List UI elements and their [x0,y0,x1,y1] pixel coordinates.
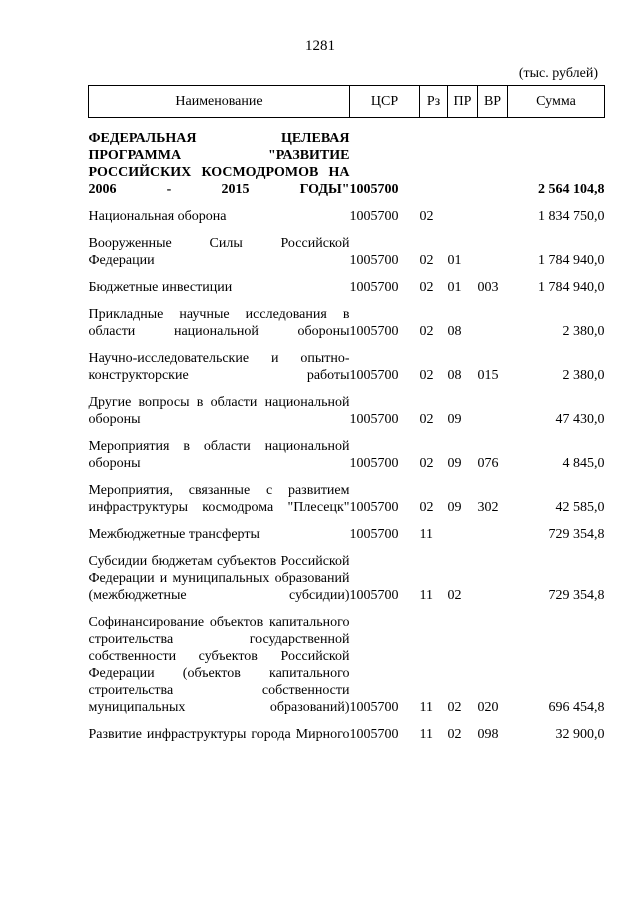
row-vr [478,118,508,209]
row-name: Научно-исследовательские и опытно-конструкторские работы [88,351,350,383]
table-row [89,482,605,526]
row-sum: 1 784 940,0 [538,280,605,295]
row-name: Национальная оборона [88,209,227,224]
row-rz: 02 [419,280,434,295]
row-vr [478,235,508,279]
row-rz: 11 [419,727,433,742]
row-vr [478,208,508,235]
row-name: Межбюджетные трансферты [88,527,260,542]
row-rz: 02 [419,368,434,383]
table-row [89,438,605,482]
row-csr: 1005700 [349,253,399,268]
row-sum: 47 430,0 [555,412,605,427]
row-sum: 2 380,0 [562,368,605,383]
row-csr: 1005700 [349,727,399,742]
row-name: Бюджетные инвестиции [88,280,233,295]
row-pr: 02 [447,700,462,715]
row-rz [420,118,448,209]
row-vr [478,553,508,614]
table-row [89,726,605,753]
header-sum: Сумма [508,86,605,118]
row-rz: 11 [419,588,433,603]
row-rz: 02 [419,209,434,224]
row-sum: 1 784 940,0 [538,253,605,268]
row-name: Другие вопросы в области национальной обороны [88,395,350,427]
header-name: Наименование [89,86,350,118]
row-rz: 02 [419,456,434,471]
table-row [89,208,605,235]
row-name: Мероприятия, связанные с развитием инфраструктуры космодрома "Плесецк" [88,483,350,515]
row-rz: 02 [419,500,434,515]
row-pr: 01 [447,253,462,268]
row-pr: 02 [447,588,462,603]
row-sum: 32 900,0 [555,727,605,742]
row-csr: 1005700 [349,527,399,542]
row-csr: 1005700 [349,412,399,427]
row-csr: 1005700 [349,280,399,295]
table-row [89,526,605,553]
row-pr [448,118,478,209]
row-rz: 02 [419,324,434,339]
row-pr: 09 [447,500,462,515]
table-row [89,235,605,279]
row-csr: 1005700 [349,588,399,603]
page-number: 1281 [305,38,335,54]
row-name: Мероприятия в области национальной обороны [88,439,350,471]
units-label: (тыс. рублей) [518,66,598,81]
header-pr: ПР [448,86,478,118]
row-vr: 076 [477,456,499,471]
row-vr [478,394,508,438]
row-sum: 696 454,8 [548,700,605,715]
table-row [89,553,605,614]
row-pr: 01 [447,280,462,295]
row-csr: 1005700 [349,182,399,197]
table-row [89,306,605,350]
table-body [89,118,605,754]
row-rz: 02 [419,412,434,427]
row-name: Прикладные научные исследования в области национальной обороны [88,307,350,339]
header-csr: ЦСР [350,86,420,118]
row-vr: 003 [477,280,499,295]
row-sum: 2 380,0 [562,324,605,339]
row-csr: 1005700 [349,368,399,383]
row-rz: 02 [419,253,434,268]
row-csr: 1005700 [349,209,399,224]
row-pr: 09 [447,456,462,471]
row-pr [448,208,478,235]
row-name: Софинансирование объектов капитального строительства государственной собственности субъектов Российской Федерации (объектов капитального строительства собственности муниципальных образований) [88,615,350,715]
row-vr: 302 [477,500,499,515]
header-rz: Рз [420,86,448,118]
table-header-row [89,86,605,118]
row-pr [448,526,478,553]
row-csr: 1005700 [349,700,399,715]
table-row [89,614,605,726]
row-name: Развитие инфраструктуры города Мирного [88,727,350,742]
row-name: Субсидии бюджетам субъектов Российской Федерации и муниципальных образований (межбюджетные субсидии) [88,554,350,603]
row-pr: 02 [447,727,462,742]
row-vr: 015 [477,368,499,383]
row-sum: 729 354,8 [548,588,605,603]
header-vr: ВР [478,86,508,118]
row-pr: 08 [447,368,462,383]
row-vr [478,306,508,350]
row-csr: 1005700 [349,324,399,339]
row-csr: 1005700 [349,500,399,515]
table-row [89,350,605,394]
row-pr: 08 [447,324,462,339]
table-row [89,394,605,438]
row-pr: 09 [447,412,462,427]
row-vr: 098 [477,727,499,742]
row-rz: 11 [419,700,433,715]
row-sum: 4 845,0 [562,456,605,471]
row-sum: 2 564 104,8 [538,182,605,197]
budget-table [88,85,605,753]
row-sum: 1 834 750,0 [538,209,605,224]
row-rz: 11 [419,527,433,542]
row-sum: 729 354,8 [548,527,605,542]
row-csr: 1005700 [349,456,399,471]
row-name: ФЕДЕРАЛЬНАЯ ЦЕЛЕВАЯ ПРОГРАММА "РАЗВИТИЕ РОССИЙСКИХ КОСМОДРОМОВ НА 2006 - 2015 ГОДЫ" [88,131,350,197]
table-row [89,118,605,209]
table-row [89,279,605,306]
row-vr: 020 [477,700,499,715]
row-vr [478,526,508,553]
row-sum: 42 585,0 [555,500,605,515]
row-name: Вооруженные Силы Российской Федерации [88,236,350,268]
